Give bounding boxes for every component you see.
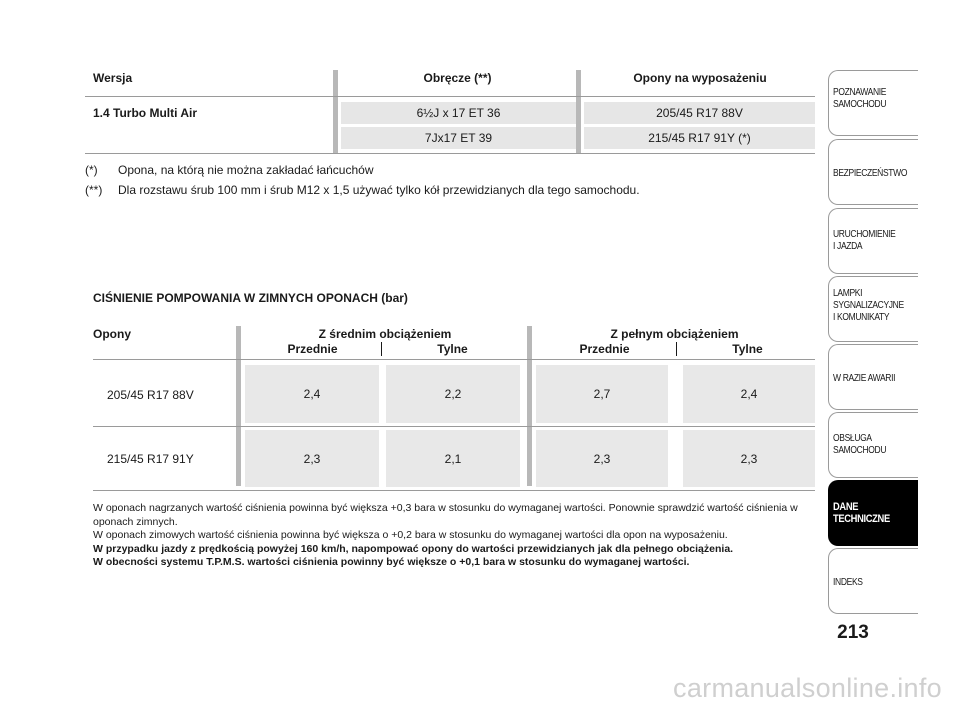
tab-uruchomienie-i-jazda[interactable] [828,208,918,274]
note-winter-tyres: W oponach zimowych wartość ciśnienia powinna być większa o +0,2 bara w stosunku do wymaganej wartości dla opon na wyposażeniu. [93,529,728,541]
footnote-text: Opona, na którą nie można zakładać łańcuchów [118,163,374,177]
table-bottom-rule [85,153,815,154]
watermark: carmanualsonline.info [673,673,942,703]
pressure-cell: 2,3 [245,430,379,487]
note-high-speed: W przypadku jazdy z prędkością powyżej 160 km/h, napompować opony do wartości przewidzianych jak dla pełnego obciążenia. [93,542,734,555]
row-tyre: 215/45 R17 91Y (*) [648,131,751,145]
row-tyre: 205/45 R17 88V [656,106,743,120]
pressure-cell: 2,4 [245,365,379,423]
tab-label: SAMOCHODU [833,445,887,456]
row-rule [93,426,815,427]
tab-w-razie-awarii[interactable] [828,344,918,410]
tab-poznawanie-samochodu[interactable] [828,70,918,136]
tab-label: OBSŁUGA [833,433,872,444]
pressure-cell: 2,4 [683,365,815,423]
tab-lampki-sygnalizacyjne[interactable] [828,276,918,342]
header-full-load: Z pełnym obciążeniem [610,327,739,341]
notes-block [93,502,815,570]
note-hot-tyres: W oponach nagrzanych wartość ciśnienia powinna być większa +0,3 bara w stosunku do wymaganej wartości. Ponownie sprawdzić wartość ciśnienia w oponach zimnych. [93,502,798,528]
tab-label: I JAZDA [833,241,863,252]
section-title-text: CIŚNIENIE POMPOWANIA W ZIMNYCH OPONACH [93,291,378,305]
footnote-mark: (**) [85,183,103,197]
subcolumn-divider [381,342,382,356]
header-rims: Obręcze (**) [423,71,492,85]
tab-label: W RAZIE AWARII [833,373,896,384]
tab-bezpieczenstwo[interactable] [828,139,918,205]
section-unit: (bar) [381,291,408,305]
pressure-row-tyre: 215/45 R17 91Y [107,452,194,466]
tab-label: TECHNICZNE [833,513,890,525]
section-title [93,291,408,305]
footnote-mark: (*) [85,163,98,177]
tab-dane-techniczne[interactable] [828,480,918,546]
tab-label: SYGNALIZACYJNE [833,300,904,311]
table-bottom-rule [93,490,815,491]
tab-label: I KOMUNIKATY [833,312,890,323]
tab-label: DANE [833,501,859,513]
pressure-cell: 2,3 [683,430,815,487]
header-front: Przednie [579,342,630,356]
column-divider [333,70,338,154]
pressure-cell: 2,3 [536,430,668,487]
pressure-cell: 2,7 [536,365,668,423]
pressure-cell: 2,1 [386,430,520,487]
page-number: 213 [837,622,869,643]
tab-obsluga-samochodu[interactable] [828,412,918,478]
column-divider [236,326,241,486]
header-version: Wersja [93,71,133,85]
header-front: Przednie [287,342,338,356]
header-rule [93,359,815,360]
pressure-row-tyre: 205/45 R17 88V [107,388,194,402]
tab-indeks[interactable] [828,548,918,614]
header-rear: Tylne [732,342,763,356]
row-version: 1.4 Turbo Multi Air [93,106,197,120]
row-rim: 6½J x 17 ET 36 [416,106,501,120]
column-divider [576,70,581,154]
tab-label: BEZPIECZEŃSTWO [833,168,908,179]
header-rear: Tylne [437,342,468,356]
tab-label: POZNAWANIE [833,87,887,98]
header-rule [85,96,815,97]
pressure-cell: 2,2 [386,365,520,423]
note-tpms: W obecności systemu T.P.M.S. wartości ciśnienia powinny być większe o +0,1 bara w stosunku do wymaganej wartości. [93,556,690,568]
tab-label: INDEKS [833,577,863,588]
tab-label: SAMOCHODU [833,99,887,110]
header-tyres: Opony na wyposażeniu [633,71,767,85]
header-tyres-col: Opony [93,327,131,341]
row-rim: 7Jx17 ET 39 [424,131,493,145]
tab-label: LAMPKI [833,288,863,299]
footnote-text: Dla rozstawu śrub 100 mm i śrub M12 x 1,5 używać tylko kół przewidzianych dla tego samochodu. [118,183,640,197]
column-divider [527,326,532,486]
tab-label: URUCHOMIENIE [833,229,896,240]
subcolumn-divider [676,342,677,356]
header-medium-load: Z średnim obciążeniem [318,327,452,341]
